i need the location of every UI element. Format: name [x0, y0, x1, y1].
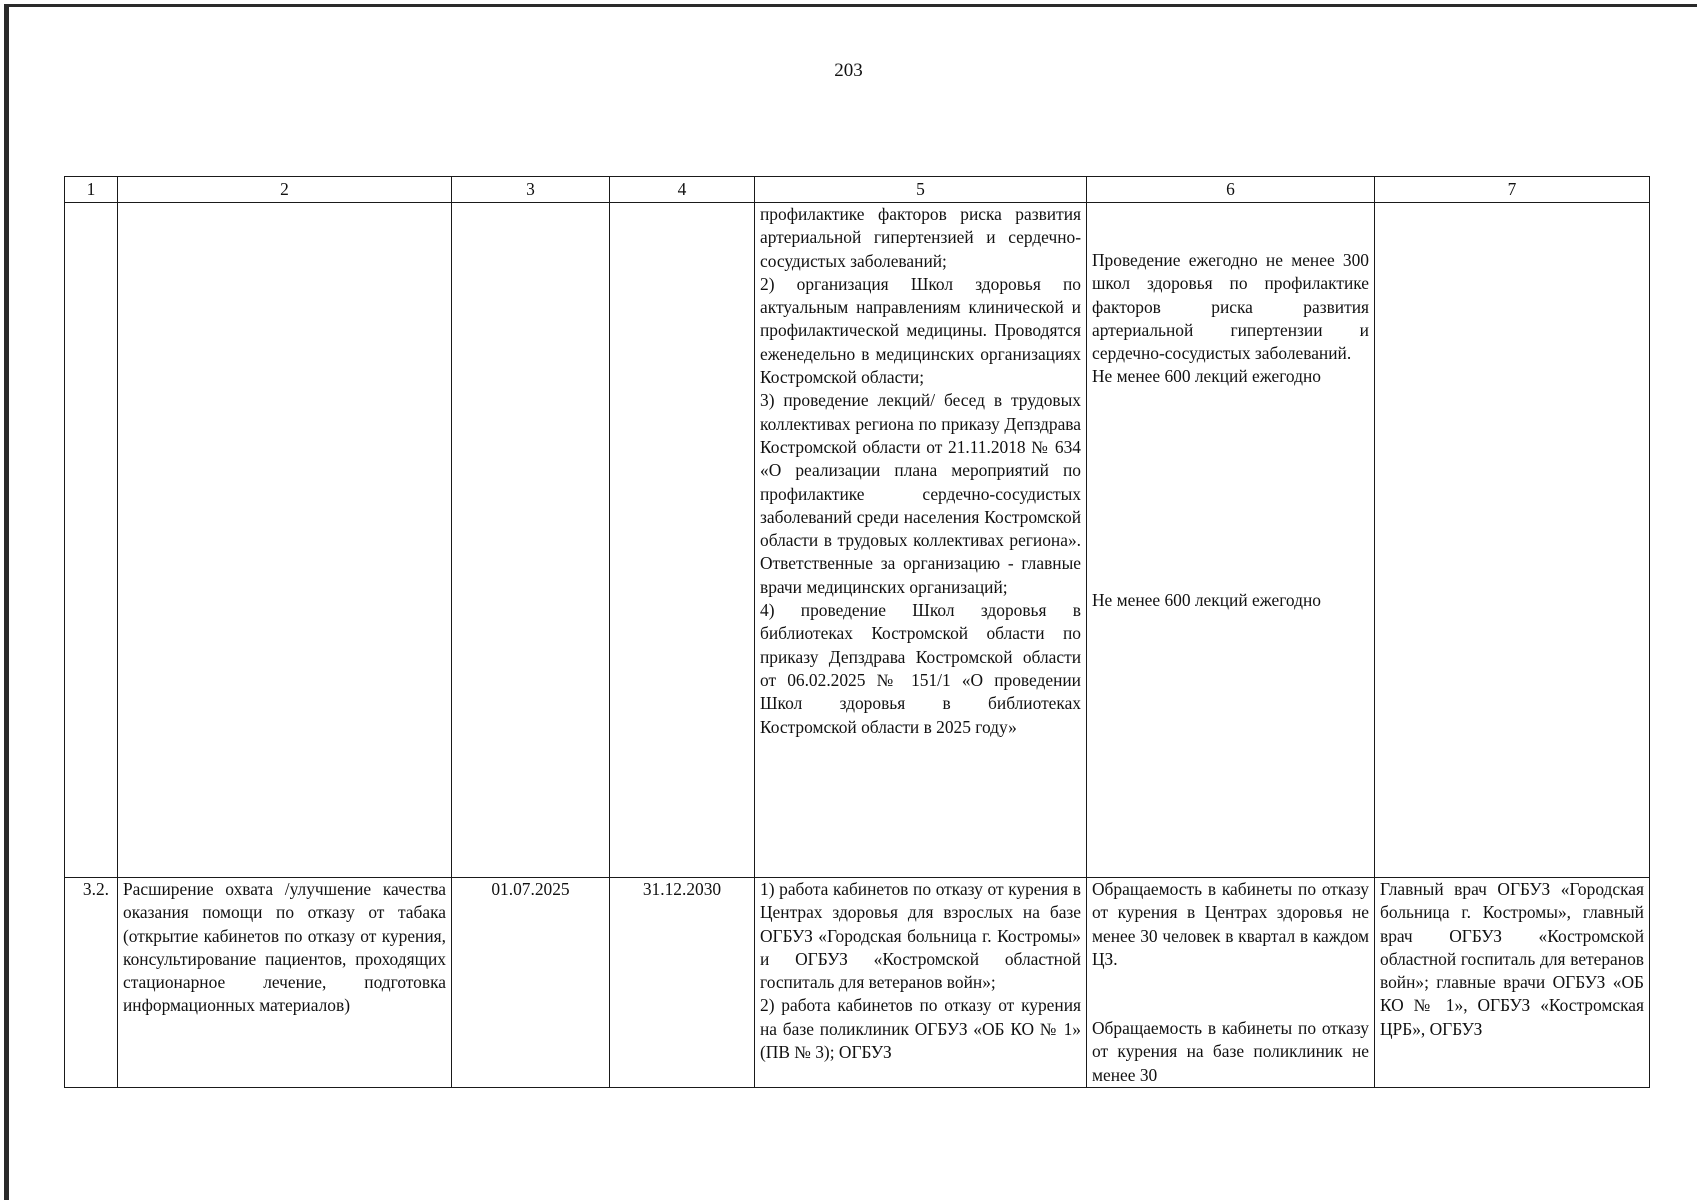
spacer — [1092, 389, 1369, 589]
cell-measures — [755, 878, 1087, 1088]
indicator-text: Обращаемость в кабинеты по отказу от курения на базе поликлиник не менее 30 — [1092, 1018, 1369, 1085]
header-col-1: 1 — [65, 177, 118, 203]
cell-responsible — [1375, 203, 1650, 878]
indicator-text: Не менее 600 лекций ежегодно — [1092, 366, 1321, 387]
measure-text: 2) работа кабинетов по отказу от курения на базе поликлиник ОГБУЗ «ОБ КО № 1» (ПВ № 3); ОГБУЗ — [760, 995, 1081, 1063]
scan-edge-left — [4, 4, 9, 1200]
cell-end — [610, 203, 755, 878]
cell-start — [452, 203, 610, 878]
indicator-text: Проведение ежегодно не менее 300 школ здоровья по профилактике факторов риска развития артериальной гипертензии и сердечно-сосудистых заболеваний. — [1092, 250, 1369, 364]
spacer — [1092, 203, 1369, 249]
cell-start-date: 01.07.2025 — [452, 878, 610, 1088]
scan-edge-top — [4, 4, 1697, 7]
cell-end-date: 31.12.2030 — [610, 878, 755, 1088]
cell-responsible: Главный врач ОГБУЗ «Городская больница г. Костромы», главный врач ОГБУЗ «Костромской областной госпиталь для ветеранов войн»; главные врачи ОГБУЗ «ОБ КО № 1», ОГБУЗ «Костромская ЦРБ», ОГБУЗ — [1375, 878, 1650, 1088]
page-number: 203 — [834, 60, 863, 81]
cell-number — [65, 203, 118, 878]
header-col-5: 5 — [755, 177, 1087, 203]
cell-number: 3.2. — [65, 878, 118, 1088]
spacer — [1092, 971, 1369, 1017]
indicator-text: Не менее 600 лекций ежегодно — [1092, 589, 1321, 610]
header-col-2: 2 — [118, 177, 452, 203]
measure-text: профилактике факторов риска развития артериальной гипертензией и сердечно-сосудистых заболеваний; — [760, 204, 1081, 271]
cell-indicators — [1087, 878, 1375, 1088]
header-col-3: 3 — [452, 177, 610, 203]
measure-text: 3) проведение лекций/ бесед в трудовых коллективах региона по приказу Депздрава Костромской области от 21.11.2018 № 634 «О реализации плана мероприятий по профилактике сердечно-сосудистых заболеваний среди населения Костромской области в трудовых коллективах региона». Ответственные за организацию - главные врачи медицинских организаций; — [760, 390, 1081, 597]
plan-table — [64, 176, 1650, 1088]
header-col-7: 7 — [1375, 177, 1650, 203]
indicator-text: Обращаемость в кабинеты по отказу от курения в Центрах здоровья не менее 30 человек в квартал в каждом ЦЗ. — [1092, 879, 1369, 969]
measure-text: 1) работа кабинетов по отказу от курения в Центрах здоровья для взрослых на базе ОГБУЗ «Городская больница г. Костромы» и ОГБУЗ «Костромской областной госпиталь для ветеранов войн»; — [760, 879, 1081, 993]
header-row — [65, 177, 1650, 203]
cell-name — [118, 203, 452, 878]
table-row-3-2 — [65, 878, 1650, 1088]
cell-indicators — [1087, 203, 1375, 878]
table-row-continuation — [65, 203, 1650, 878]
cell-name: Расширение охвата /улучшение качества оказания помощи по отказу от табака (открытие кабинетов по отказу от курения, консультирование пациентов, проходящих стационарное лечение, подготовка информационных материалов) — [118, 878, 452, 1088]
measure-text: 4) проведение Школ здоровья в библиотеках Костромской области по приказу Депздрава Костромской области от 06.02.2025 № 151/1 «О проведении Школ здоровья в библиотеках Костромской области в 2025 году» — [760, 600, 1081, 737]
header-col-6: 6 — [1087, 177, 1375, 203]
cell-measures — [755, 203, 1087, 878]
measure-text: 2) организация Школ здоровья по актуальным направлениям клинической и профилактической медицины. Проводятся еженедельно в медицинских организациях Костромской области; — [760, 273, 1081, 388]
header-col-4: 4 — [610, 177, 755, 203]
